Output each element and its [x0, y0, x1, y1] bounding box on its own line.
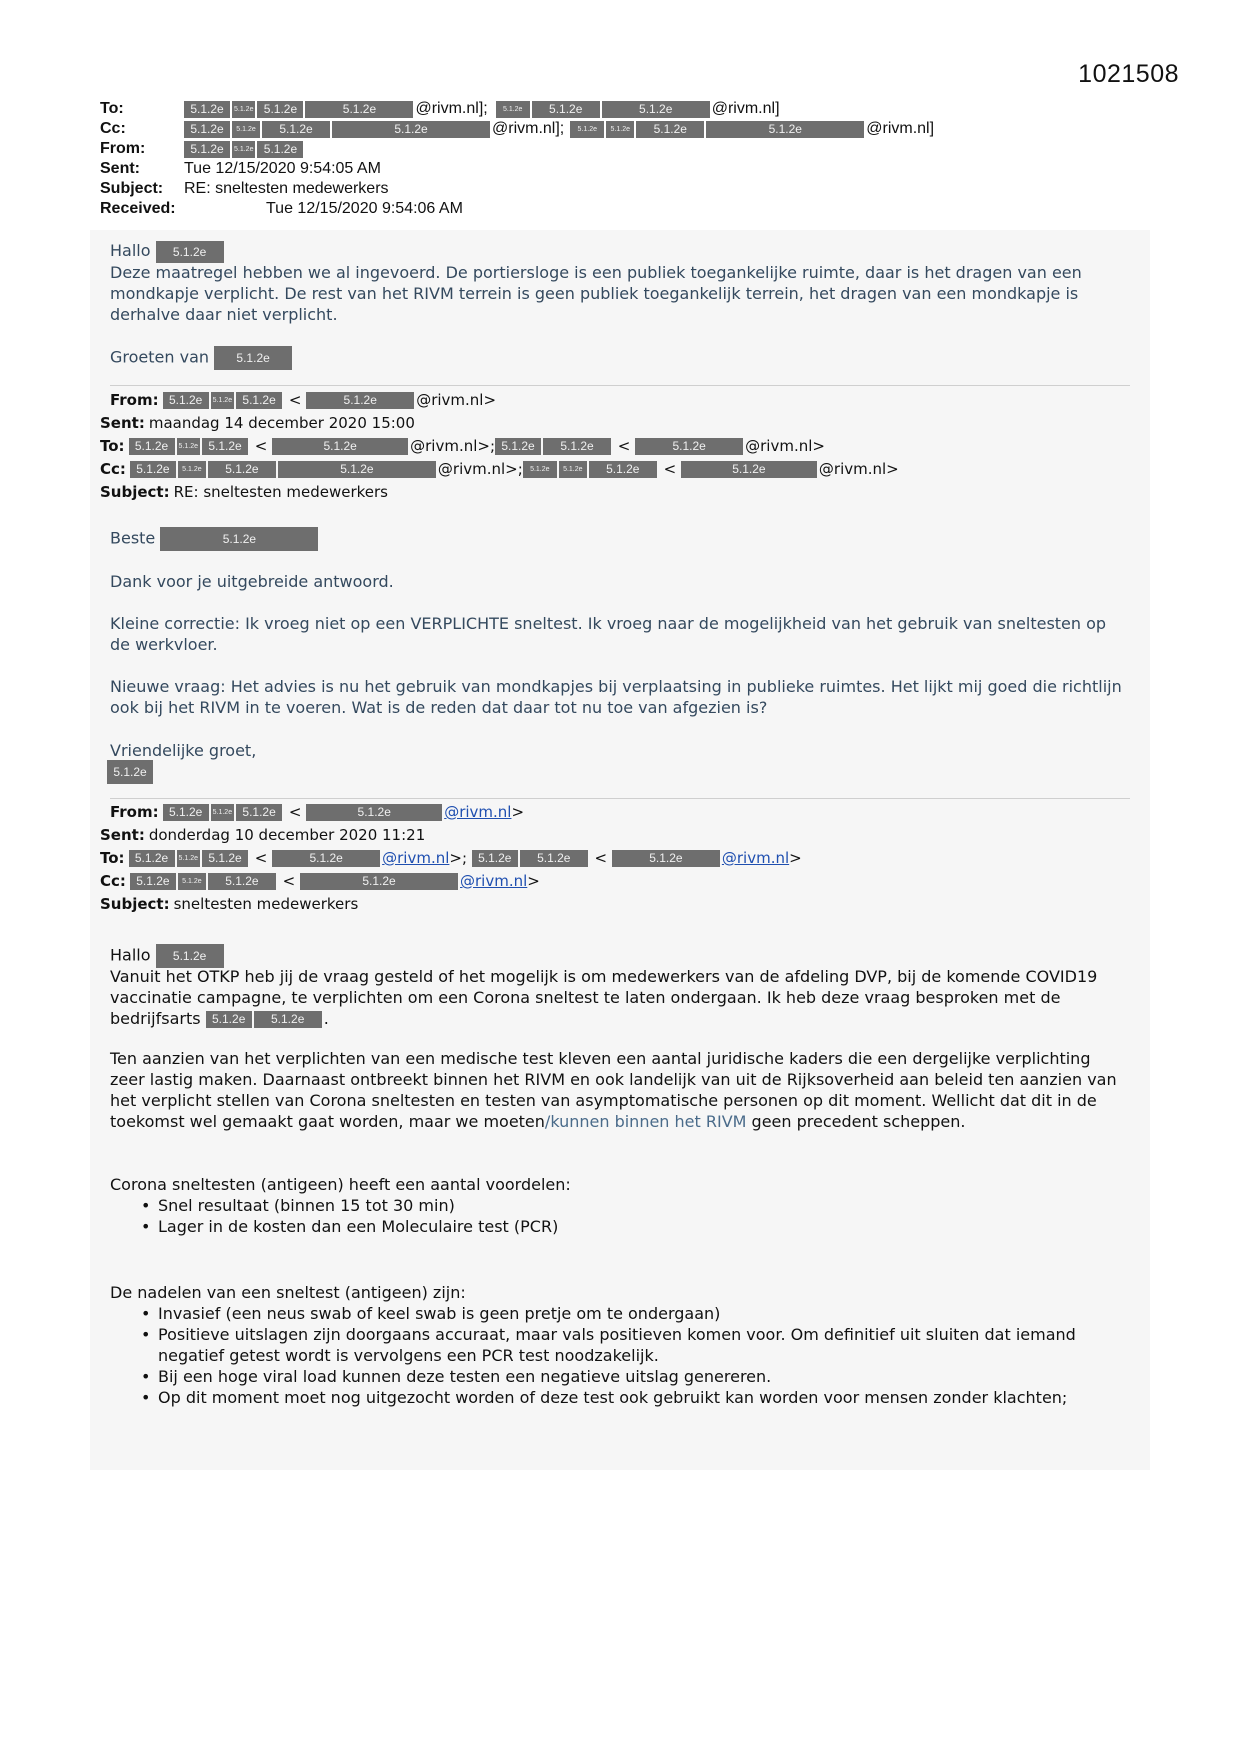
redaction: 5.1.2e — [202, 438, 248, 455]
msg1-greeting-line — [110, 240, 1130, 263]
redaction: 5.1.2e — [107, 760, 153, 784]
redaction: 5.1.2e — [570, 121, 604, 138]
msg2-greeting-line — [110, 527, 1130, 551]
separator — [110, 798, 1130, 799]
redaction: 5.1.2e — [156, 241, 224, 263]
redaction: 5.1.2e — [236, 804, 282, 821]
redaction: 5.1.2e — [543, 438, 611, 455]
redaction: 5.1.2e — [332, 121, 490, 138]
list-item: • Lager in de kosten dan een Moleculaire test (PCR) — [110, 1216, 1130, 1237]
header-cc-row — [100, 119, 934, 139]
email-header — [100, 99, 934, 219]
redaction: 5.1.2e — [206, 1011, 252, 1028]
msg1-greeting: Hallo — [110, 241, 151, 260]
msg3-greeting: Hallo — [110, 945, 151, 965]
msg2-p2: Kleine correctie: Ik vroeg niet op een VERPLICHTE sneltest. Ik vroeg naar de mogelijkheid van het gebruik van sneltesten op de werkvloer. — [110, 614, 1107, 654]
redaction: 5.1.2e — [495, 438, 541, 455]
msg3-meta — [100, 801, 802, 916]
redaction: 5.1.2e — [214, 346, 292, 370]
to-label: To: — [100, 100, 124, 117]
redaction: 5.1.2e — [262, 121, 330, 138]
redaction: 5.1.2e — [184, 141, 230, 158]
advantages-list — [110, 1195, 1130, 1237]
list-item: • Snel resultaat (binnen 15 tot 30 min) — [110, 1195, 1130, 1216]
redaction: 5.1.2e — [606, 121, 634, 138]
email-domain: @rivm.nl> — [818, 460, 899, 478]
redaction: 5.1.2e — [278, 461, 436, 478]
subject-label: Subject: — [100, 895, 170, 913]
sent-label: Sent: — [100, 160, 140, 177]
msg3-subject-row — [100, 893, 802, 916]
redaction: 5.1.2e — [272, 850, 380, 867]
list-item: • Op dit moment moet nog uitgezocht worden of deze test ook gebruikt kan worden voor mensen zonder klachten; — [110, 1387, 1110, 1408]
msg2-cc-row: Cc: 5.1.2e 5.1.2e 5.1.2e 5.1.2e @rivm.nl>; 5.1.2e 5.1.2e 5.1.2e < 5.1.2e @rivm.nl> — [100, 458, 899, 481]
redaction: 5.1.2e — [160, 527, 318, 551]
email-link[interactable]: @rivm.nl — [721, 849, 790, 867]
msg1-closing: Groeten van — [110, 347, 210, 367]
redaction: 5.1.2e — [202, 850, 248, 867]
from-label: From: — [100, 140, 146, 157]
msg3-p2-edit: /kunnen binnen het RIVM — [544, 1112, 747, 1131]
header-from-row — [100, 139, 934, 159]
separator — [110, 385, 1130, 386]
redaction: 5.1.2e — [496, 101, 530, 118]
advantages-block — [110, 1174, 1130, 1237]
redaction: 5.1.2e — [208, 873, 276, 890]
msg2-from-row: From: 5.1.2e 5.1.2e 5.1.2e < 5.1.2e @rivm.nl> — [100, 389, 899, 412]
header-received-row — [100, 199, 934, 219]
msg3-cc-row: Cc: 5.1.2e 5.1.2e 5.1.2e < 5.1.2e @rivm.nl > — [100, 870, 802, 893]
redaction: 5.1.2e — [211, 392, 234, 409]
redaction: 5.1.2e — [472, 850, 518, 867]
redaction: 5.1.2e — [130, 873, 176, 890]
subject-value: RE: sneltesten medewerkers — [184, 180, 389, 197]
redaction: 5.1.2e — [272, 438, 408, 455]
msg3-p2-text: Ten aanzien van het verplichten van een medische test kleven een aantal juridische kaders die een dergelijke verplichting zeer lastig maken. Daarnaast ontbreekt binnen het RIVM en ook landelijk van uit de Rijksoverheid aan beleid ten aanzien van het verplicht stellen van Corona sneltesten en testen van asymptomatische personen op dit moment. Wellicht dat dit in de toekomst wel gemaakt gaat worden, maar we moeten — [110, 1049, 1117, 1131]
header-to-row — [100, 99, 934, 119]
redaction: 5.1.2e — [257, 101, 303, 118]
list-item: • Bij een hoge viral load kunnen deze testen een negatieve uitslag genereren. — [110, 1366, 1110, 1387]
msg2-p3: Nieuwe vraag: Het advies is nu het gebruik van mondkapjes bij verplaatsing in publieke ruimtes. Het lijkt mij goed die richtlijn ook bij het RIVM in te voeren. Wat is de reden dat daar tot nu toe van afgezien is? — [110, 677, 1122, 717]
subject-label: Subject: — [100, 483, 170, 501]
redaction: 5.1.2e — [184, 101, 230, 118]
email-domain: @rivm.nl] — [711, 100, 780, 117]
list-item: • Invasief (een neus swab of keel swab is geen pretje om te ondergaan) — [110, 1303, 1110, 1324]
disadvantages-block — [110, 1282, 1110, 1408]
disadvantages-title: De nadelen van een sneltest (antigeen) zijn: — [110, 1283, 466, 1302]
msg3-p1: Vanuit het OTKP heb jij de vraag gesteld of het mogelijk is om medewerkers van de afdeling DVP, bij de komende COVID19 vaccinatie campagne, te verplichten om een Corona sneltest te laten ondergaan. Ik heb deze vraag besproken met de bedrijfsarts 5.1.2e 5.1.2e . — [110, 967, 1098, 1028]
sent-value: maandag 14 december 2020 15:00 — [148, 414, 415, 432]
redaction: 5.1.2e — [232, 141, 255, 158]
email-domain: @rivm.nl]; — [415, 100, 488, 117]
sent-label: Sent: — [100, 414, 145, 432]
redaction: 5.1.2e — [532, 101, 600, 118]
header-sent-row — [100, 159, 934, 179]
msg1-body: Deze maatregel hebben we al ingevoerd. De portiersloge is een publiek toegankelijke ruimte, daar is het dragen van een mondkapje verplicht. De rest van het RIVM terrein is geen publiek toegankelijk terrein, het dragen van een mondkapje is derhalve daar niet verplicht. — [110, 263, 1082, 324]
redaction: 5.1.2e — [208, 461, 276, 478]
redaction: 5.1.2e — [636, 121, 704, 138]
cc-label: Cc: — [100, 120, 126, 137]
redaction: 5.1.2e — [232, 121, 260, 138]
subject-value: sneltesten medewerkers — [173, 895, 359, 913]
redaction: 5.1.2e — [129, 438, 175, 455]
msg2-subject-row — [100, 481, 899, 504]
email-domain: @rivm.nl]; — [492, 120, 565, 137]
msg2-signature — [107, 760, 1127, 784]
redaction: 5.1.2e — [306, 392, 414, 409]
cc-label: Cc: — [100, 872, 126, 890]
document-number: 1021508 — [1078, 60, 1179, 88]
redaction: 5.1.2e — [211, 804, 234, 821]
to-label: To: — [100, 849, 125, 867]
redaction: 5.1.2e — [523, 461, 557, 478]
redaction: 5.1.2e — [559, 461, 587, 478]
advantages-title: Corona sneltesten (antigeen) heeft een aantal voordelen: — [110, 1175, 571, 1194]
redaction: 5.1.2e — [300, 873, 458, 890]
from-label: From: — [110, 803, 159, 821]
redaction: 5.1.2e — [184, 121, 230, 138]
msg3-p1-text: Vanuit het OTKP heb jij de vraag gesteld of het mogelijk is om medewerkers van de afdeling DVP, bij de komende COVID19 vaccinatie campagne, te verplichten om een Corona sneltest te laten ondergaan. Ik heb deze vraag besproken met de bedrijfsarts — [110, 967, 1098, 1028]
redaction: 5.1.2e — [177, 850, 200, 867]
msg2-closing: Vriendelijke groet, — [110, 741, 257, 760]
msg2-sent-row — [100, 412, 899, 435]
redaction: 5.1.2e — [130, 461, 176, 478]
redaction: 5.1.2e — [177, 438, 200, 455]
redaction: 5.1.2e — [612, 850, 720, 867]
redaction: 5.1.2e — [178, 873, 206, 890]
sent-label: Sent: — [100, 826, 145, 844]
msg1-closing-line — [110, 346, 1130, 370]
to-label: To: — [100, 437, 125, 455]
sent-value: Tue 12/15/2020 9:54:05 AM — [184, 160, 381, 177]
redaction: 5.1.2e — [129, 850, 175, 867]
msg2-p1: Dank voor je uitgebreide antwoord. — [110, 572, 394, 591]
msg3-greeting-line — [110, 944, 1130, 968]
subject-label: Subject: — [100, 180, 164, 197]
redaction: 5.1.2e — [305, 101, 413, 118]
email-domain: @rivm.nl>; — [437, 460, 523, 478]
redaction: 5.1.2e — [602, 101, 710, 118]
redaction: 5.1.2e — [163, 804, 209, 821]
msg3-p2-end: geen precedent scheppen. — [746, 1112, 966, 1131]
redaction: 5.1.2e — [306, 804, 442, 821]
email-domain: @rivm.nl] — [866, 120, 935, 137]
email-link[interactable]: @rivm.nl — [460, 872, 528, 890]
redaction: 5.1.2e — [520, 850, 588, 867]
disadvantages-list — [110, 1303, 1110, 1408]
redaction: 5.1.2e — [257, 141, 303, 158]
email-domain: @rivm.nl>; — [410, 437, 496, 455]
redaction: 5.1.2e — [178, 461, 206, 478]
cc-label: Cc: — [100, 460, 126, 478]
list-item: • Positieve uitslagen zijn doorgaans accuraat, maar vals positieven komen voor. Om definitief uit sluiten dat iemand negatief getest wordt is vervolgens een PCR test noodzakelijk. — [110, 1324, 1110, 1366]
subject-value: RE: sneltesten medewerkers — [173, 483, 388, 501]
redaction: 5.1.2e — [706, 121, 864, 138]
redaction: 5.1.2e — [156, 944, 224, 968]
email-domain: @rivm.nl> — [745, 437, 825, 455]
sent-value: donderdag 10 december 2020 11:21 — [148, 826, 426, 844]
received-label: Received: — [100, 200, 176, 217]
email-link[interactable]: @rivm.nl — [444, 803, 512, 821]
email-domain: @rivm.nl> — [416, 391, 497, 409]
msg3-p2 — [110, 1048, 1130, 1132]
redaction: 5.1.2e — [681, 461, 817, 478]
redaction: 5.1.2e — [635, 438, 743, 455]
redaction: 5.1.2e — [254, 1011, 322, 1028]
msg3-to-row: To: 5.1.2e 5.1.2e 5.1.2e < 5.1.2e @rivm.nl >; 5.1.2e 5.1.2e < 5.1.2e @rivm.nl > — [100, 847, 802, 870]
msg2-to-row: To: 5.1.2e 5.1.2e 5.1.2e < 5.1.2e @rivm.nl>; 5.1.2e 5.1.2e < 5.1.2e @rivm.nl> — [100, 435, 899, 458]
redaction: 5.1.2e — [163, 392, 209, 409]
redaction: 5.1.2e — [589, 461, 657, 478]
msg3-from-row: From: 5.1.2e 5.1.2e 5.1.2e < 5.1.2e @rivm.nl > — [100, 801, 802, 824]
msg2-meta — [100, 389, 899, 504]
received-value: Tue 12/15/2020 9:54:06 AM — [266, 200, 463, 217]
msg2-greeting: Beste — [110, 528, 156, 548]
redaction: 5.1.2e — [232, 101, 255, 118]
msg3-sent-row — [100, 824, 802, 847]
redaction: 5.1.2e — [236, 392, 282, 409]
header-subject-row — [100, 179, 934, 199]
email-link[interactable]: @rivm.nl — [382, 849, 450, 867]
from-label: From: — [110, 391, 159, 409]
